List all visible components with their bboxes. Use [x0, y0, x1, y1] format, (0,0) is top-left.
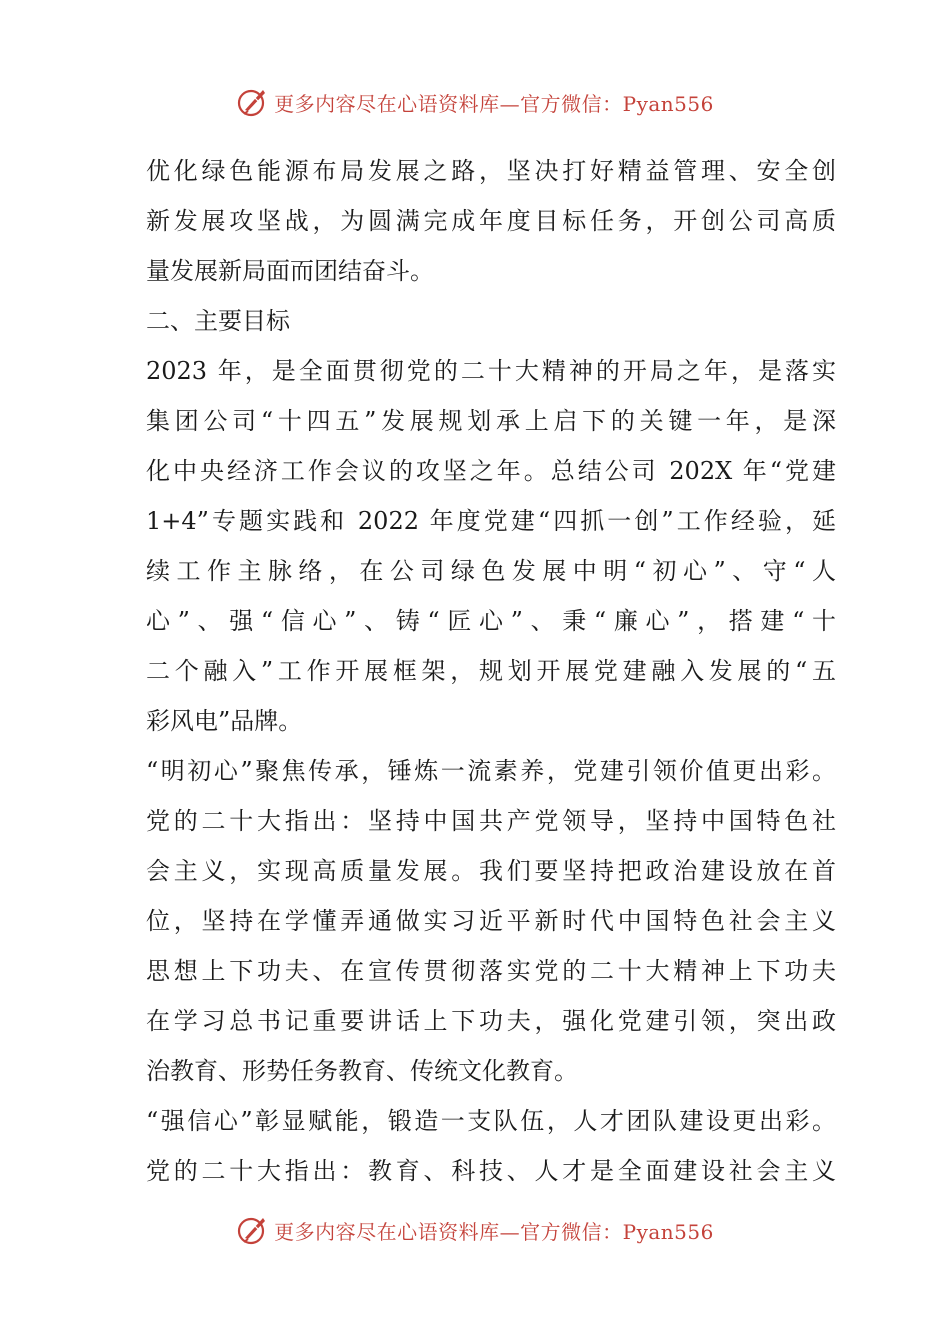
- text-line: 新发展攻坚战，为圆满完成年度目标任务，开创公司高质: [146, 207, 836, 235]
- text-line: 量发展新局面而团结奋斗。: [146, 257, 434, 285]
- text-line: 心”、强“信心”、铸“匠心”、秉“廉心”，搭建“十: [146, 607, 836, 635]
- text-line: 1+4”专题实践和 2022 年度党建“四抓一创”工作经验，延: [146, 507, 836, 535]
- text-line: 彩风电”品牌。: [146, 707, 303, 735]
- text-line: 续工作主脉络，在公司绿色发展中明“初心”、守“人: [146, 557, 836, 585]
- text-line: “明初心”聚焦传承，锤炼一流素养，党建引领价值更出彩。: [146, 757, 836, 785]
- footer-banner: [0, 1210, 950, 1250]
- footer-banner-text: 更多内容尽在心语资料库—官方微信：Pyan556: [274, 1219, 714, 1244]
- text-line: 优化绿色能源布局发展之路，坚决打好精益管理、安全创: [146, 157, 836, 185]
- text-line: 二个融入”工作开展框架，规划开展党建融入发展的“五: [146, 657, 836, 685]
- text-line: 治教育、形势任务教育、传统文化教育。: [146, 1057, 578, 1085]
- quill-pen-circle-icon: [236, 85, 270, 119]
- document-body: [146, 146, 836, 1196]
- text-line: “强信心”彰显赋能，锻造一支队伍，人才团队建设更出彩。: [146, 1107, 836, 1135]
- text-line: 在学习总书记重要讲话上下功夫，强化党建引领，突出政: [146, 1007, 836, 1035]
- text-line: 会主义，实现高质量发展。我们要坚持把政治建设放在首: [146, 857, 836, 885]
- text-line: 化中央经济工作会议的攻坚之年。总结公司 202X 年“党建: [146, 457, 836, 485]
- header-banner-text: 更多内容尽在心语资料库—官方微信：Pyan556: [274, 91, 714, 116]
- text-line: 集团公司“十四五”发展规划承上启下的关键一年，是深: [146, 407, 836, 435]
- text-line: 2023 年，是全面贯彻党的二十大精神的开局之年，是落实: [146, 357, 836, 385]
- text-line: 二、主要目标: [146, 307, 290, 335]
- text-line: 党的二十大指出：教育、科技、人才是全面建设社会主义: [146, 1157, 836, 1185]
- text-line: 思想上下功夫、在宣传贯彻落实党的二十大精神上下功夫: [146, 957, 836, 985]
- header-banner: [0, 82, 950, 122]
- text-line: 位，坚持在学懂弄通做实习近平新时代中国特色社会主义: [146, 907, 836, 935]
- text-line: 党的二十大指出：坚持中国共产党领导，坚持中国特色社: [146, 807, 836, 835]
- quill-pen-circle-icon: [236, 1213, 270, 1247]
